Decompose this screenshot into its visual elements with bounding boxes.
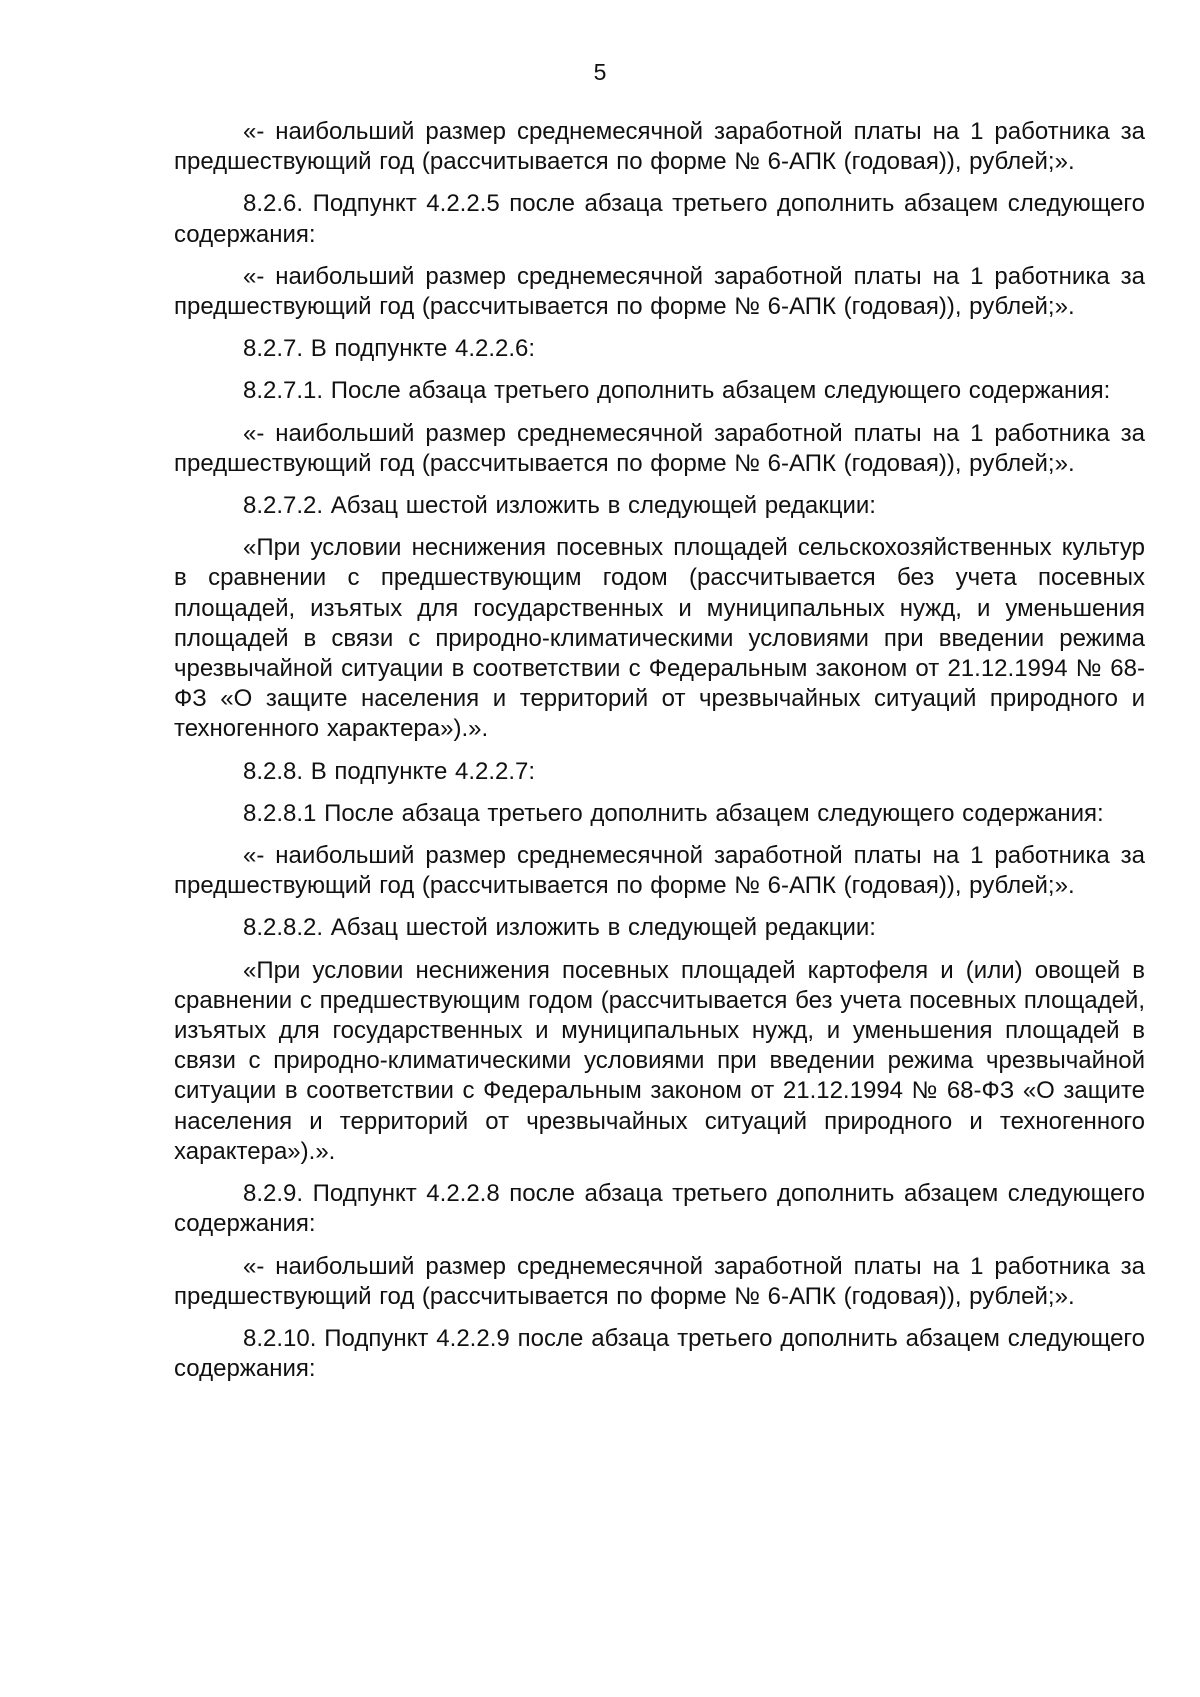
paragraph-11: «- наибольший размер среднемесячной заработной платы на 1 работника за предшествующий год (рассчитывается по форме № 6-АПК (годовая)), рублей;».	[174, 842, 1145, 900]
paragraph-7: 8.2.7.2. Абзац шестой изложить в следующей редакции:	[243, 492, 876, 520]
page-number: 5	[593, 59, 607, 85]
paragraph-13: «При условии неснижения посевных площадей картофеля и (или) овощей в сравнении с предшествующим годом (рассчитывается без учета посевных площадей, изъятых для государственных и муниципальных нужд, и уменьшения площадей в связи с природно-климатическими условиями при введении режима чрезвычайной ситуации в соответствии с Федеральным законом от 21.12.1994 № 68-ФЗ «О защите населения и территорий от чрезвычайных ситуаций природного и техногенного характера»).».	[174, 956, 1145, 1165]
paragraph-10: 8.2.8.1 После абзаца третьего дополнить абзацем следующего содержания:	[243, 799, 1104, 827]
paragraph-16: 8.2.10. Подпункт 4.2.2.9 после абзаца третьего дополнить абзацем следующего содержания:	[174, 1324, 1145, 1383]
paragraph-1: «- наибольший размер среднемесячной заработной платы на 1 работника за предшествующий год (рассчитывается по форме № 6-АПК (годовая)), рублей;».	[174, 118, 1145, 176]
paragraph-5: 8.2.7.1. После абзаца третьего дополнить абзацем следующего содержания:	[243, 377, 1111, 405]
paragraph-15: «- наибольший размер среднемесячной заработной платы на 1 работника за предшествующий год (рассчитывается по форме № 6-АПК (годовая)), рублей;».	[174, 1252, 1145, 1310]
paragraph-3: «- наибольший размер среднемесячной заработной платы на 1 работника за предшествующий год (рассчитывается по форме № 6-АПК (годовая)), рублей;».	[174, 262, 1145, 321]
paragraph-9: 8.2.8. В подпункте 4.2.2.7:	[243, 757, 536, 785]
document-body	[174, 117, 1145, 1396]
paragraph-14: 8.2.9. Подпункт 4.2.2.8 после абзаца третьего дополнить абзацем следующего содержания:	[174, 1180, 1145, 1238]
paragraph-8: «При условии неснижения посевных площадей сельскохозяйственных культур в сравнении с предшествующим годом (рассчитывается без учета посевных площадей, изъятых для государственных и муниципальных нужд, и уменьшения площадей в связи с природно-климатическими условиями при введении режима чрезвычайной ситуации в соответствии с Федеральным законом от 21.12.1994 № 68-ФЗ «О защите населения и территорий от чрезвычайных ситуаций природного и техногенного характера»).».	[174, 534, 1145, 743]
paragraph-2: 8.2.6. Подпункт 4.2.2.5 после абзаца третьего дополнить абзацем следующего содержания:	[174, 190, 1145, 248]
paragraph-12: 8.2.8.2. Абзац шестой изложить в следующей редакции:	[243, 914, 876, 942]
paragraph-4: 8.2.7. В подпункте 4.2.2.6:	[243, 335, 536, 363]
paragraph-6: «- наибольший размер среднемесячной заработной платы на 1 работника за предшествующий год (рассчитывается по форме № 6-АПК (годовая)), рублей;».	[174, 419, 1145, 477]
